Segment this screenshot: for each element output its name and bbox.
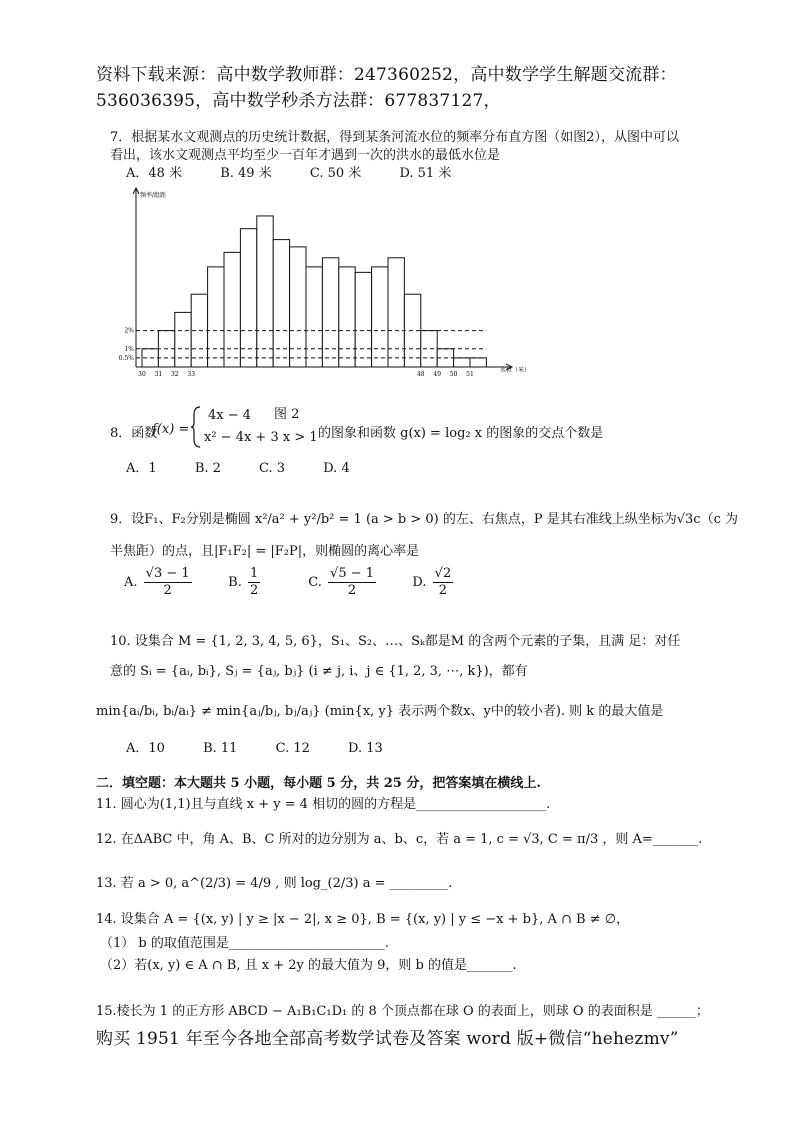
histogram-bar [470,358,486,367]
q9-option-c-fraction [328,566,376,599]
histogram-bar [175,312,191,367]
q8-options [126,457,384,476]
q10-option-d: D. 13 [348,741,383,756]
q8-function-name: f(x) = [152,422,190,437]
histogram-bar [273,240,289,367]
q10-text-line-2: 意的 Sᵢ = {aᵢ, bᵢ}, Sⱼ = {aⱼ, bⱼ} (i ≠ j, i、j ∈ {1, 2, 3, ⋯, k})，都有 [110,664,528,679]
q10-text-line-3: min{aᵢ/bᵢ, bᵢ/aᵢ} ≠ min{aⱼ/bⱼ, bⱼ/aⱼ} (min{x, y} 表示两个数x、y中的较小者). 则 k 的最大值是 [96,704,664,719]
x-tick-label: 50 [449,371,458,378]
q9-options [124,566,482,599]
q9-text-line-2: 半焦距）的点，且|F₁F₂| = |F₂P|，则椭圆的离心率是 [110,544,420,559]
q15-text: 15.棱长为 1 的正方形 ABCD − A₁B₁C₁D₁ 的 8 个顶点都在球 O 的表面上，则球 O 的表面积是 ______； [96,1004,709,1019]
q9-option-b-label: B. [228,575,242,590]
q8-option-d: D. 4 [323,461,350,476]
piecewise-brace-icon [190,405,202,449]
q10-option-b: B. 11 [203,741,238,756]
q9-option-c-num: √5 − 1 [330,566,375,581]
q9-option-a-num: √3 − 1 [145,566,190,581]
q9-option-a [124,566,224,599]
q9-option-d-fraction [433,566,454,599]
histogram-bar [240,229,256,367]
q9-option-c-den: 2 [347,583,357,598]
q8-option-a: A．1 [126,461,157,476]
q9-option-d-num: √2 [434,566,452,581]
x-tick-label: 33 [187,371,196,378]
q7-option-d: D. 51 米 [399,166,452,181]
q9-option-a-fraction [144,566,192,599]
water-level-histogram [118,185,531,400]
q10-options [126,737,417,756]
histogram-bar [322,258,338,367]
q8-option-b: B. 2 [194,461,221,476]
source-header-line-2: 536036395，高中数学秒杀方法群：677837127， [96,91,501,111]
footer-purchase-note: 购买 1951 年至今各地全部高考数学试卷及答案 word 版+微信“hehezmv” [96,1029,679,1049]
y-tick-label: 0.5% [118,354,134,362]
q9-option-b-den: 2 [249,583,259,598]
x-tick-label: 32 [170,371,179,378]
q7-option-b: B. 49 米 [220,166,272,181]
q8-piece-2: x² − 4x + 3 x > 1 [204,430,318,445]
x-tick-label: 51 [466,371,474,378]
q14-text: 14. 设集合 A = {(x, y) | y ≥ |x − 2|, x ≥ 0}, B = {(x, y) | y ≤ −x + b}, A ∩ B ≠ ∅， [96,912,630,927]
q9-option-d-label: D. [412,575,427,590]
histogram-bar [339,267,355,367]
figure-caption: 图 2 [274,407,300,422]
histogram-y-axis-label: 频率/组距 [140,192,167,199]
histogram-bar [257,216,273,367]
section-2-heading: 二．填空题：本大题共 5 小题，每小题 5 分，共 25 分，把答案填在横线上. [96,776,541,791]
q9-option-b-fraction [248,566,260,599]
histogram-bar [372,267,388,367]
q9-option-c-label: C. [308,575,322,590]
q9-option-a-den: 2 [163,583,172,598]
histogram-x-axis-label: 水位（米） [500,367,531,374]
x-tick-label: 49 [433,371,442,378]
q8-prefix: 8．函数 [110,426,158,441]
q9-option-b [228,566,304,599]
q9-option-a-label: A. [124,575,138,590]
x-tick-label: 48 [416,371,425,378]
source-header-line-1: 资料下载来源：高中数学教师群：247360252，高中数学学生解题交流群： [96,65,677,85]
q7-text-line-2: 看出，该水文观测点平均至少一百年才遇到一次的洪水的最低水位是 [110,148,501,163]
q14-part-1: （1） b 的取值范围是________________________. [100,936,389,951]
q7-option-c: C. 50 米 [309,166,362,181]
histogram-bar [454,358,470,367]
q7-option-a: A．48 米 [126,166,183,181]
y-tick-label: 1% [124,345,134,353]
histogram-bar [208,267,224,367]
q7-options [126,162,485,181]
q10-text-line-1: 10. 设集合 M = {1, 2, 3, 4, 5, 6}，S₁、S₂、…、Sₖ都是M 的含两个元素的子集，且满 足：对任 [110,634,681,649]
q11-text: 11. 圆心为(1,1)且与直线 x + y = 4 相切的圆的方程是____________________. [96,797,551,812]
histogram-bar [224,252,240,367]
y-tick-label: 2% [124,327,134,335]
q13-text: 13. 若 a > 0, a^(2/3) = 4/9 , 则 log_(2/3) a = _________. [96,876,453,891]
q8-suffix: 的图象和函数 g(x) = log₂ x 的图象的交点个数是 [318,426,604,441]
q9-text-line-1: 9．设F₁、F₂分别是椭圆 x²/a² + y²/b² = 1 (a > b > 0) 的左、右焦点，P 是其右准线上纵坐标为√3c（c 为 [110,512,738,527]
q9-option-b-num: 1 [249,566,259,581]
q12-text: 12. 在ΔABC 中，角 A、B、C 所对的边分别为 a、b、c，若 a = 1, c = √3, C = π/3 ，则 A=_______. [96,832,703,847]
q8-option-c: C. 3 [259,461,286,476]
histogram-bar [355,272,371,367]
q14-part-2: （2）若(x, y) ∈ A ∩ B, 且 x + 2y 的最大值为 9，则 b 的值是_______. [100,958,517,973]
x-tick-label: 31 [154,371,163,378]
q9-option-d [412,566,482,599]
q9-option-d-den: 2 [438,583,448,598]
histogram-bar [388,258,404,367]
q7-text-line-1: 7．根据某水文观测点的历史统计数据，得到某条河流水位的频率分布直方图（如图2），从图中可以 [110,130,680,145]
q10-option-a: A．10 [126,741,165,756]
q8-piece-1: 4x − 4 [208,408,252,423]
q9-option-c [308,566,408,599]
x-tick-label: 30 [138,371,146,378]
q10-option-c: C. 12 [275,741,310,756]
histogram-bar [306,267,322,367]
